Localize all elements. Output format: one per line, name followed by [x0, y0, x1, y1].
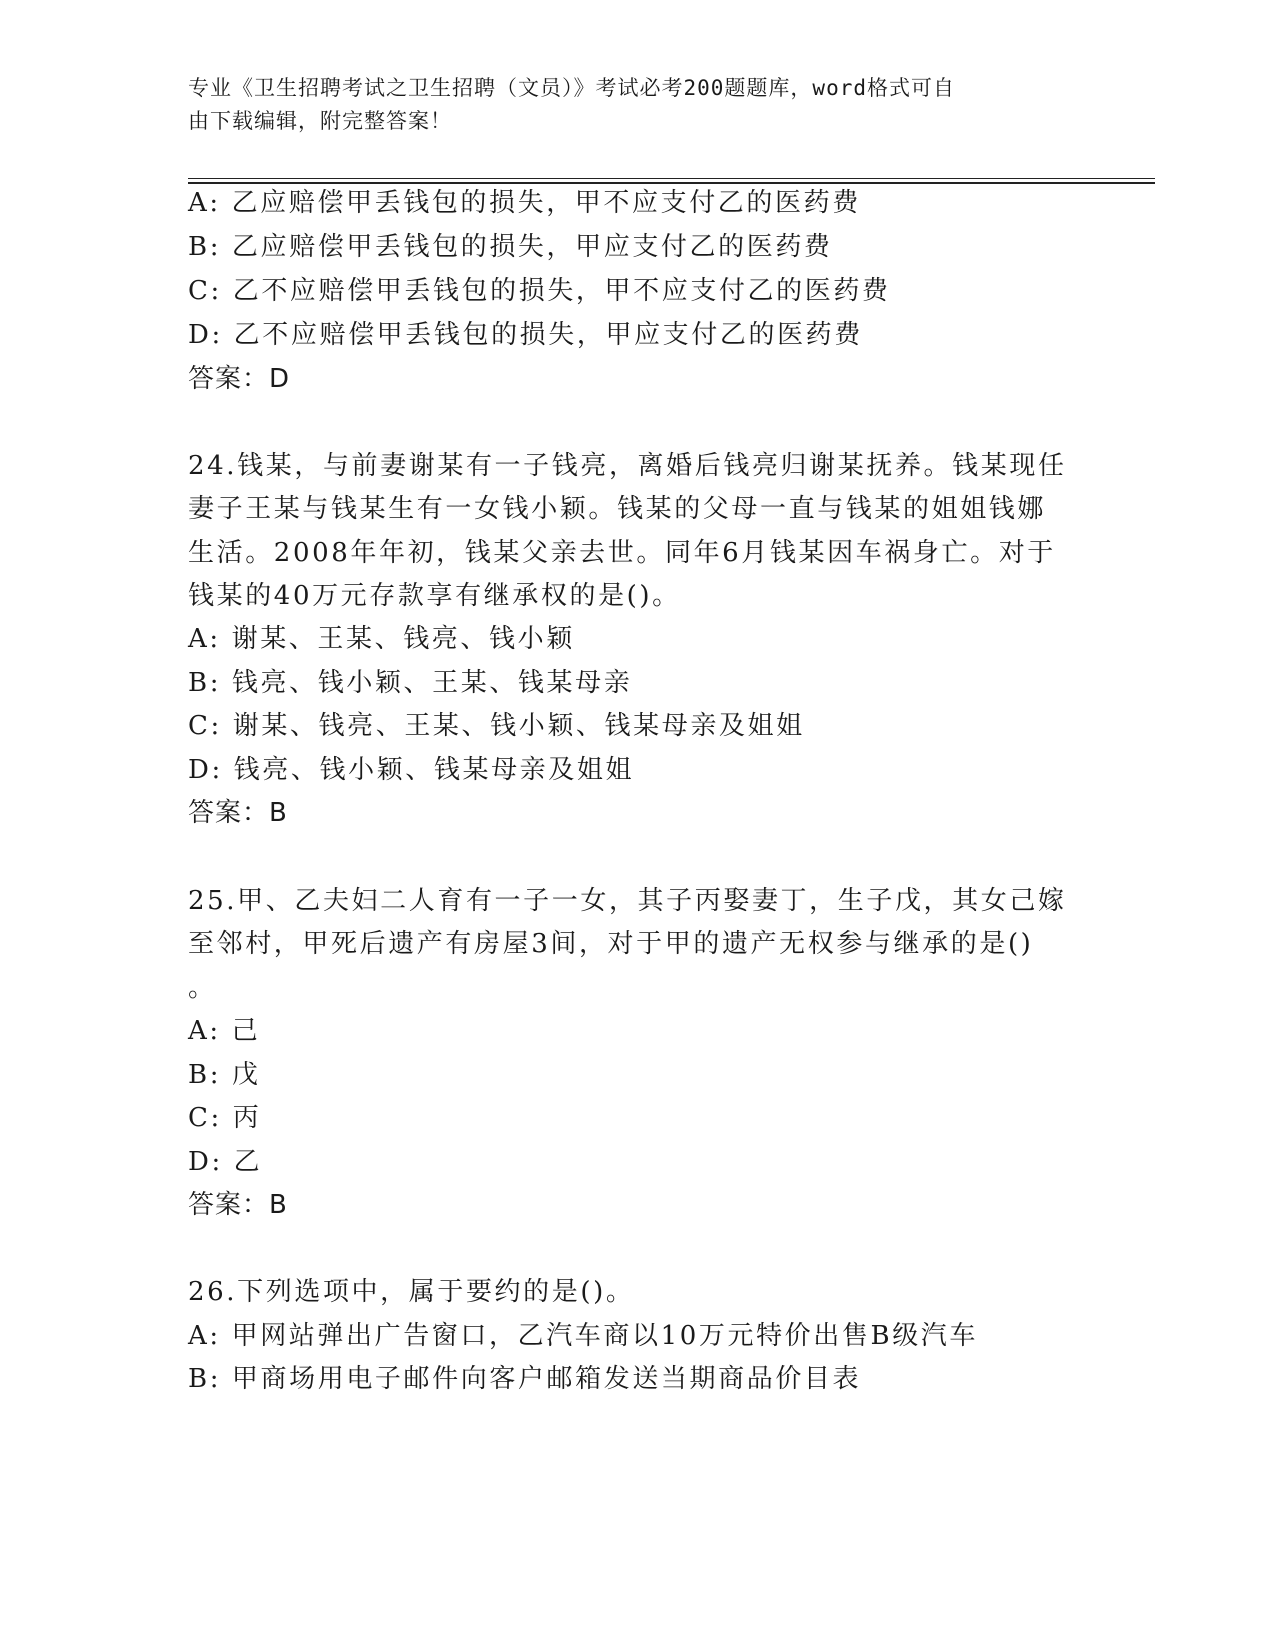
q24-option-b: B: 钱亮、钱小颖、王某、钱某母亲: [188, 668, 633, 698]
q24-option-d: D: 钱亮、钱小颖、钱某母亲及姐姐: [188, 755, 635, 785]
q25-stem-line-3: 。: [188, 973, 217, 1003]
q26-option-a: A: 甲网站弹出广告窗口，乙汽车商以10万元特价出售B级汽车: [188, 1321, 978, 1351]
q23-option-c: C: 乙不应赔偿甲丢钱包的损失，甲不应支付乙的医药费: [188, 276, 891, 306]
q24-answer: 答案：B: [188, 798, 288, 828]
q23-answer: 答案：D: [188, 364, 291, 394]
q25-answer: 答案：B: [188, 1190, 288, 1220]
q25-stem-line-1: 25.甲、乙夫妇二人育有一子一女，其子丙娶妻丁，生子戊，其女己嫁: [188, 886, 1067, 916]
q24-stem-line-2: 妻子王某与钱某生有一女钱小颖。钱某的父母一直与钱某的姐姐钱娜: [188, 494, 1047, 524]
q24-stem-line-1: 24.钱某，与前妻谢某有一子钱亮，离婚后钱亮归谢某抚养。钱某现任: [188, 451, 1067, 481]
q23-option-b: B: 乙应赔偿甲丢钱包的损失，甲应支付乙的医药费: [188, 232, 833, 262]
q25-option-a: A: 己: [188, 1016, 261, 1046]
q25-stem-line-2: 至邻村，甲死后遗产有房屋3间，对于甲的遗产无权参与继承的是(): [188, 929, 1034, 959]
q23-option-d: D: 乙不应赔偿甲丢钱包的损失，甲应支付乙的医药费: [188, 320, 863, 350]
header-divider-thick: [188, 182, 1155, 184]
header-line-2: 由下载编辑，附完整答案！: [188, 109, 452, 133]
q23-option-a: A: 乙应赔偿甲丢钱包的损失，甲不应支付乙的医药费: [188, 188, 861, 218]
q24-stem-line-4: 钱某的40万元存款享有继承权的是()。: [188, 581, 681, 611]
q26-stem-line-1: 26.下列选项中，属于要约的是()。: [188, 1277, 635, 1307]
q24-stem-line-3: 生活。2008年年初，钱某父亲去世。同年6月钱某因车祸身亡。对于: [188, 538, 1056, 568]
header-line-1: 专业《卫生招聘考试之卫生招聘（文员）》考试必考200题题库，word格式可自: [188, 76, 955, 100]
q25-option-b: B: 戊: [188, 1060, 261, 1090]
page-header: [188, 72, 1068, 138]
q24-option-a: A: 谢某、王某、钱亮、钱小颖: [188, 624, 575, 654]
q26-option-b: B: 甲商场用电子邮件向客户邮箱发送当期商品价目表: [188, 1364, 862, 1394]
header-divider-thin: [188, 178, 1155, 179]
q25-option-c: C: 丙: [188, 1103, 262, 1133]
q25-option-d: D: 乙: [188, 1147, 263, 1177]
q24-option-c: C: 谢某、钱亮、王某、钱小颖、钱某母亲及姐姐: [188, 711, 805, 741]
